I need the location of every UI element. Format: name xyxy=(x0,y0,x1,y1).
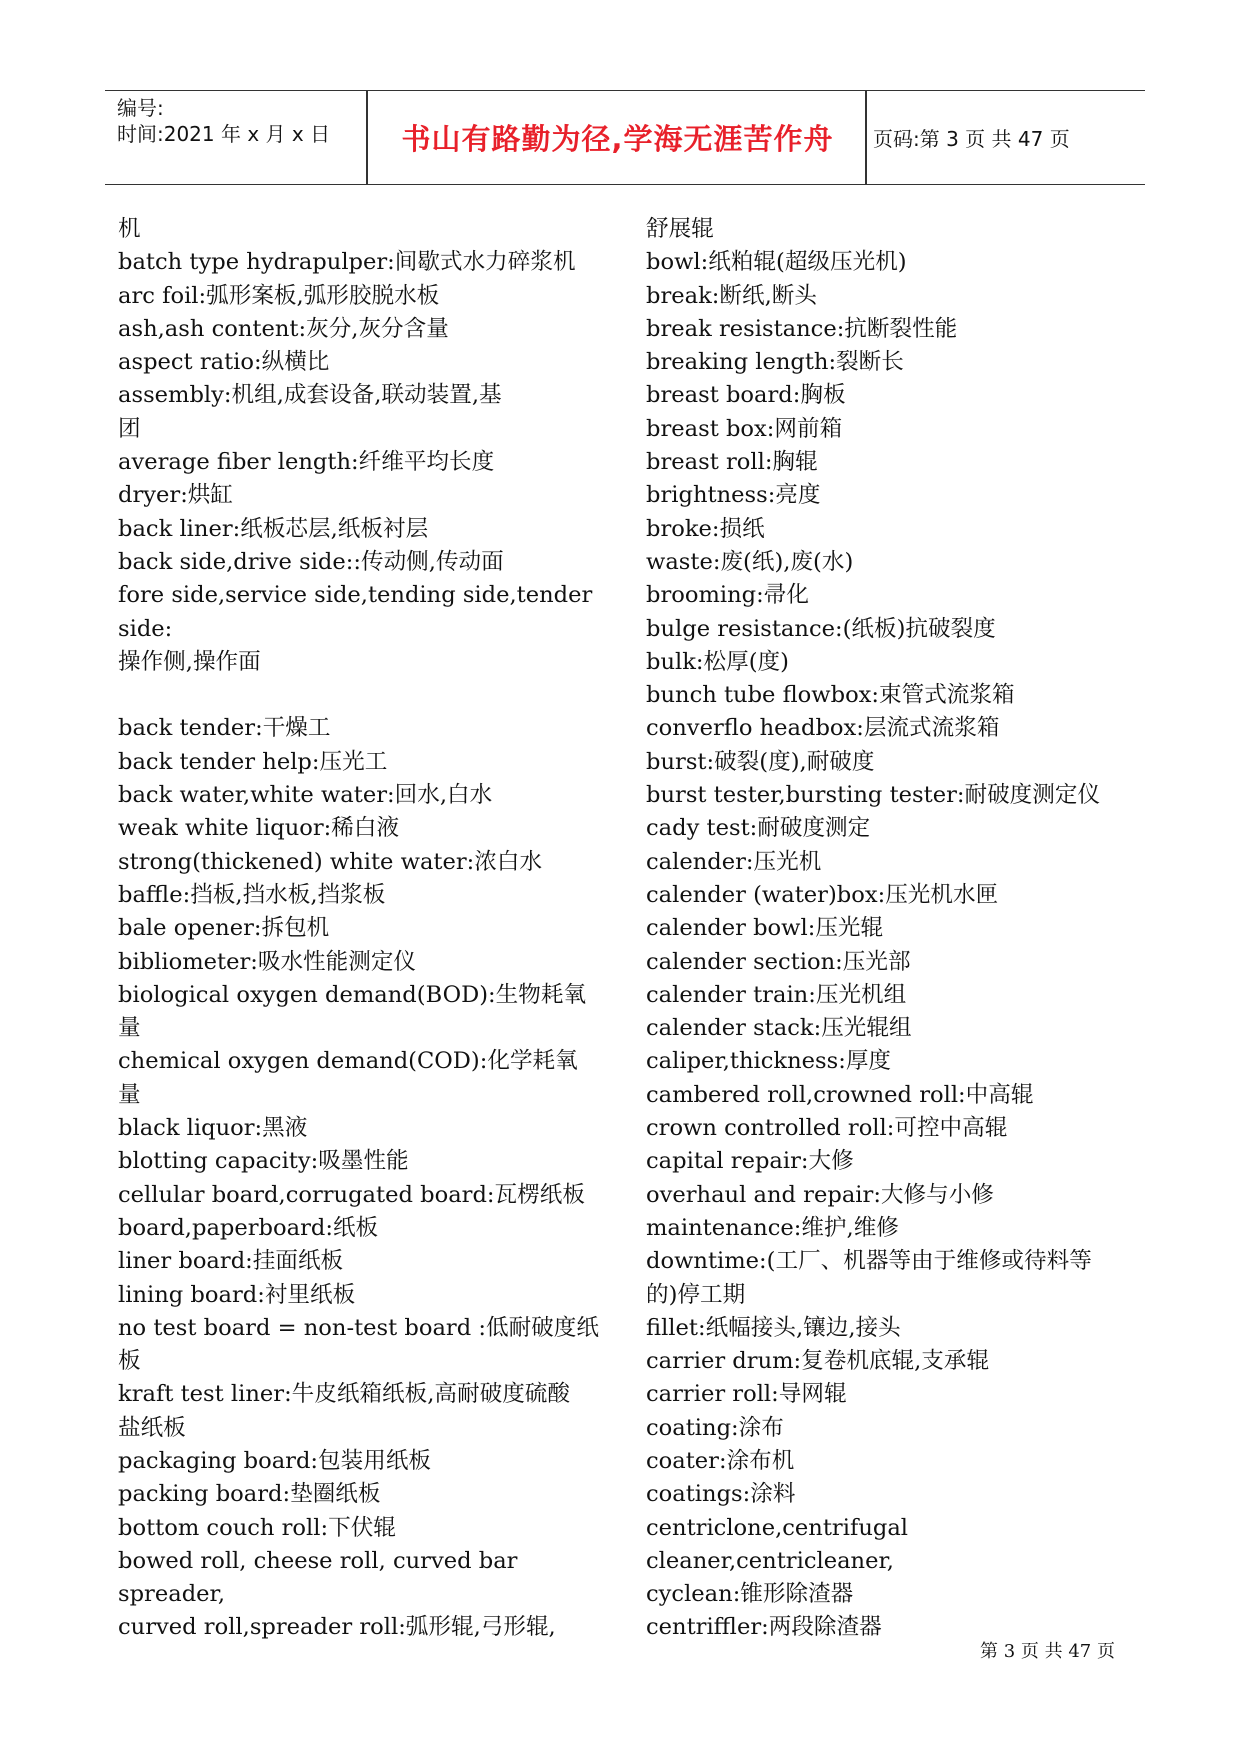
glossary-entry: breast roll:胸辊 xyxy=(646,449,818,476)
glossary-entry: ash,ash content:灰分,灰分含量 xyxy=(118,315,449,342)
glossary-entry: biological oxygen demand(BOD):生物耗氧 xyxy=(118,981,587,1008)
glossary-entry: downtime:(工厂、机器等由于维修或待料等 xyxy=(646,1248,1092,1275)
glossary-entry: calender bowl:压光辊 xyxy=(646,915,884,942)
glossary-entry: converflo headbox:层流式流浆箱 xyxy=(646,715,1000,742)
glossary-entry: burst:破裂(度),耐破度 xyxy=(646,748,875,775)
glossary-entry: no test board = non-test board :低耐破度纸 xyxy=(118,1314,599,1341)
glossary-entry: 量 xyxy=(118,1081,141,1108)
glossary-entry: curved roll,spreader roll:弧形辊,弓形辊, xyxy=(118,1614,556,1641)
document-time-label: 时间:2021 年 x 月 x 日 xyxy=(117,122,331,146)
glossary-entry: cellular board,corrugated board:瓦楞纸板 xyxy=(118,1181,585,1208)
page-footer: 第 3 页 共 47 页 xyxy=(980,1641,1115,1662)
glossary-entry: board,paperboard:纸板 xyxy=(118,1214,379,1241)
glossary-entry: overhaul and repair:大修与小修 xyxy=(646,1181,994,1208)
glossary-entry: waste:废(纸),废(水) xyxy=(646,548,854,575)
glossary-entry: aspect ratio:纵横比 xyxy=(118,349,330,376)
glossary-entry: bowl:纸粕辊(超级压光机) xyxy=(646,249,907,276)
glossary-entry: bale opener:拆包机 xyxy=(118,915,330,942)
glossary-entry: batch type hydrapulper:间歇式水力碎浆机 xyxy=(118,249,576,276)
glossary-entry: capital repair:大修 xyxy=(646,1148,854,1175)
glossary-entry: calender section:压光部 xyxy=(646,948,911,975)
header-page-number: 页码:第 3 页 共 47 页 xyxy=(873,127,1070,151)
glossary-entry: 板 xyxy=(118,1348,141,1375)
glossary-entry: breaking length:裂断长 xyxy=(646,349,904,376)
glossary-entry: break:断纸,断头 xyxy=(646,282,817,309)
glossary-entry: brightness:亮度 xyxy=(646,482,821,509)
glossary-entry: calender stack:压光辊组 xyxy=(646,1015,912,1042)
glossary-entry: back tender help:压光工 xyxy=(118,748,388,775)
glossary-left-column xyxy=(118,213,608,1645)
glossary-entry xyxy=(118,679,608,712)
glossary-entry: bulk:松厚(度) xyxy=(646,648,789,675)
glossary-entry: strong(thickened) white water:浓白水 xyxy=(118,848,543,875)
glossary-entry: breast box:网前箱 xyxy=(646,415,843,442)
glossary-entry: back water,white water:回水,白水 xyxy=(118,782,493,809)
glossary-entry: lining board:衬里纸板 xyxy=(118,1281,356,1308)
glossary-entry: caliper,thickness:厚度 xyxy=(646,1048,892,1075)
document-code-label: 编号: xyxy=(117,96,164,120)
glossary-entry: back liner:纸板芯层,纸板衬层 xyxy=(118,515,429,542)
glossary-entry: packing board:垫圈纸板 xyxy=(118,1481,381,1508)
header-info xyxy=(117,91,367,184)
glossary-entry: burst tester,bursting tester:耐破度测定仪 xyxy=(646,782,1101,809)
glossary-entry: fillet:纸幅接头,镶边,接头 xyxy=(646,1314,901,1341)
glossary-entry: 量 xyxy=(118,1015,141,1042)
glossary-entry: crown controlled roll:可控中高辊 xyxy=(646,1115,1008,1142)
glossary-entry: coater:涂布机 xyxy=(646,1447,795,1474)
glossary-entry: carrier drum:复卷机底辊,支承辊 xyxy=(646,1348,990,1375)
glossary-entry: cambered roll,crowned roll:中高辊 xyxy=(646,1081,1034,1108)
glossary-entry: arc foil:弧形案板,弧形胶脱水板 xyxy=(118,282,440,309)
glossary-entry: coating:涂布 xyxy=(646,1414,784,1441)
glossary-entry: centriclone,centrifugal cleaner,centricleaner, xyxy=(646,1514,909,1574)
glossary-entry: average fiber length:纤维平均长度 xyxy=(118,449,495,476)
glossary-entry: brooming:帚化 xyxy=(646,582,809,609)
header-motto: 书山有路勤为径,学海无涯苦作舟 xyxy=(401,122,834,156)
glossary-right-column xyxy=(646,213,1146,1645)
glossary-entry: 盐纸板 xyxy=(118,1414,186,1441)
glossary-entry: kraft test liner:牛皮纸箱纸板,高耐破度硫酸 xyxy=(118,1381,570,1408)
glossary-entry: bunch tube flowbox:束管式流浆箱 xyxy=(646,682,1015,709)
glossary-entry: 机 xyxy=(118,216,141,242)
page-header xyxy=(105,90,1145,185)
glossary-entry: blotting capacity:吸墨性能 xyxy=(118,1148,409,1175)
glossary-entry: calender (water)box:压光机水匣 xyxy=(646,881,999,908)
glossary-entry: baffle:挡板,挡水板,挡浆板 xyxy=(118,881,386,908)
glossary-entry: breast board:胸板 xyxy=(646,382,846,409)
glossary-entry: centriffler:两段除渣器 xyxy=(646,1614,882,1641)
glossary-entry: calender train:压光机组 xyxy=(646,981,907,1008)
glossary-entry: fore side,service side,tending side,tender side: xyxy=(118,582,593,642)
glossary-entry: maintenance:维护,维修 xyxy=(646,1214,899,1241)
header-divider-right xyxy=(865,91,867,184)
glossary-entry: weak white liquor:稀白液 xyxy=(118,815,400,842)
header-divider-left xyxy=(366,91,368,184)
glossary-entry: assembly:机组,成套设备,联动装置,基 xyxy=(118,382,502,409)
glossary-entry: 的)停工期 xyxy=(646,1281,746,1308)
glossary-entry: packaging board:包装用纸板 xyxy=(118,1447,432,1474)
glossary-entry: 团 xyxy=(118,415,141,442)
glossary-entry: cady test:耐破度测定 xyxy=(646,815,871,842)
glossary-entry: back side,drive side::传动侧,传动面 xyxy=(118,548,504,575)
glossary-entry: dryer:烘缸 xyxy=(118,482,233,509)
glossary-entry: coatings:涂料 xyxy=(646,1481,796,1508)
glossary-entry: chemical oxygen demand(COD):化学耗氧 xyxy=(118,1048,578,1075)
glossary-entry: cyclean:锥形除渣器 xyxy=(646,1581,854,1608)
glossary-entry: break resistance:抗断裂性能 xyxy=(646,315,958,342)
glossary-entry: 操作侧,操作面 xyxy=(118,648,261,675)
glossary-entry: bowed roll, cheese roll, curved bar spreader, xyxy=(118,1547,518,1608)
glossary-entry: bibliometer:吸水性能测定仪 xyxy=(118,948,417,975)
glossary-entry: broke:损纸 xyxy=(646,515,765,542)
glossary-entry: carrier roll:导网辊 xyxy=(646,1381,847,1408)
glossary-entry: bulge resistance:(纸板)抗破裂度 xyxy=(646,615,996,642)
glossary-entry: bottom couch roll:下伏辊 xyxy=(118,1514,396,1541)
glossary-entry: calender:压光机 xyxy=(646,848,822,875)
glossary-entry: liner board:挂面纸板 xyxy=(118,1248,344,1275)
glossary-entry: black liquor:黑液 xyxy=(118,1115,308,1142)
glossary-entry: 舒展辊 xyxy=(646,216,714,242)
glossary-entry: back tender:干燥工 xyxy=(118,715,331,742)
